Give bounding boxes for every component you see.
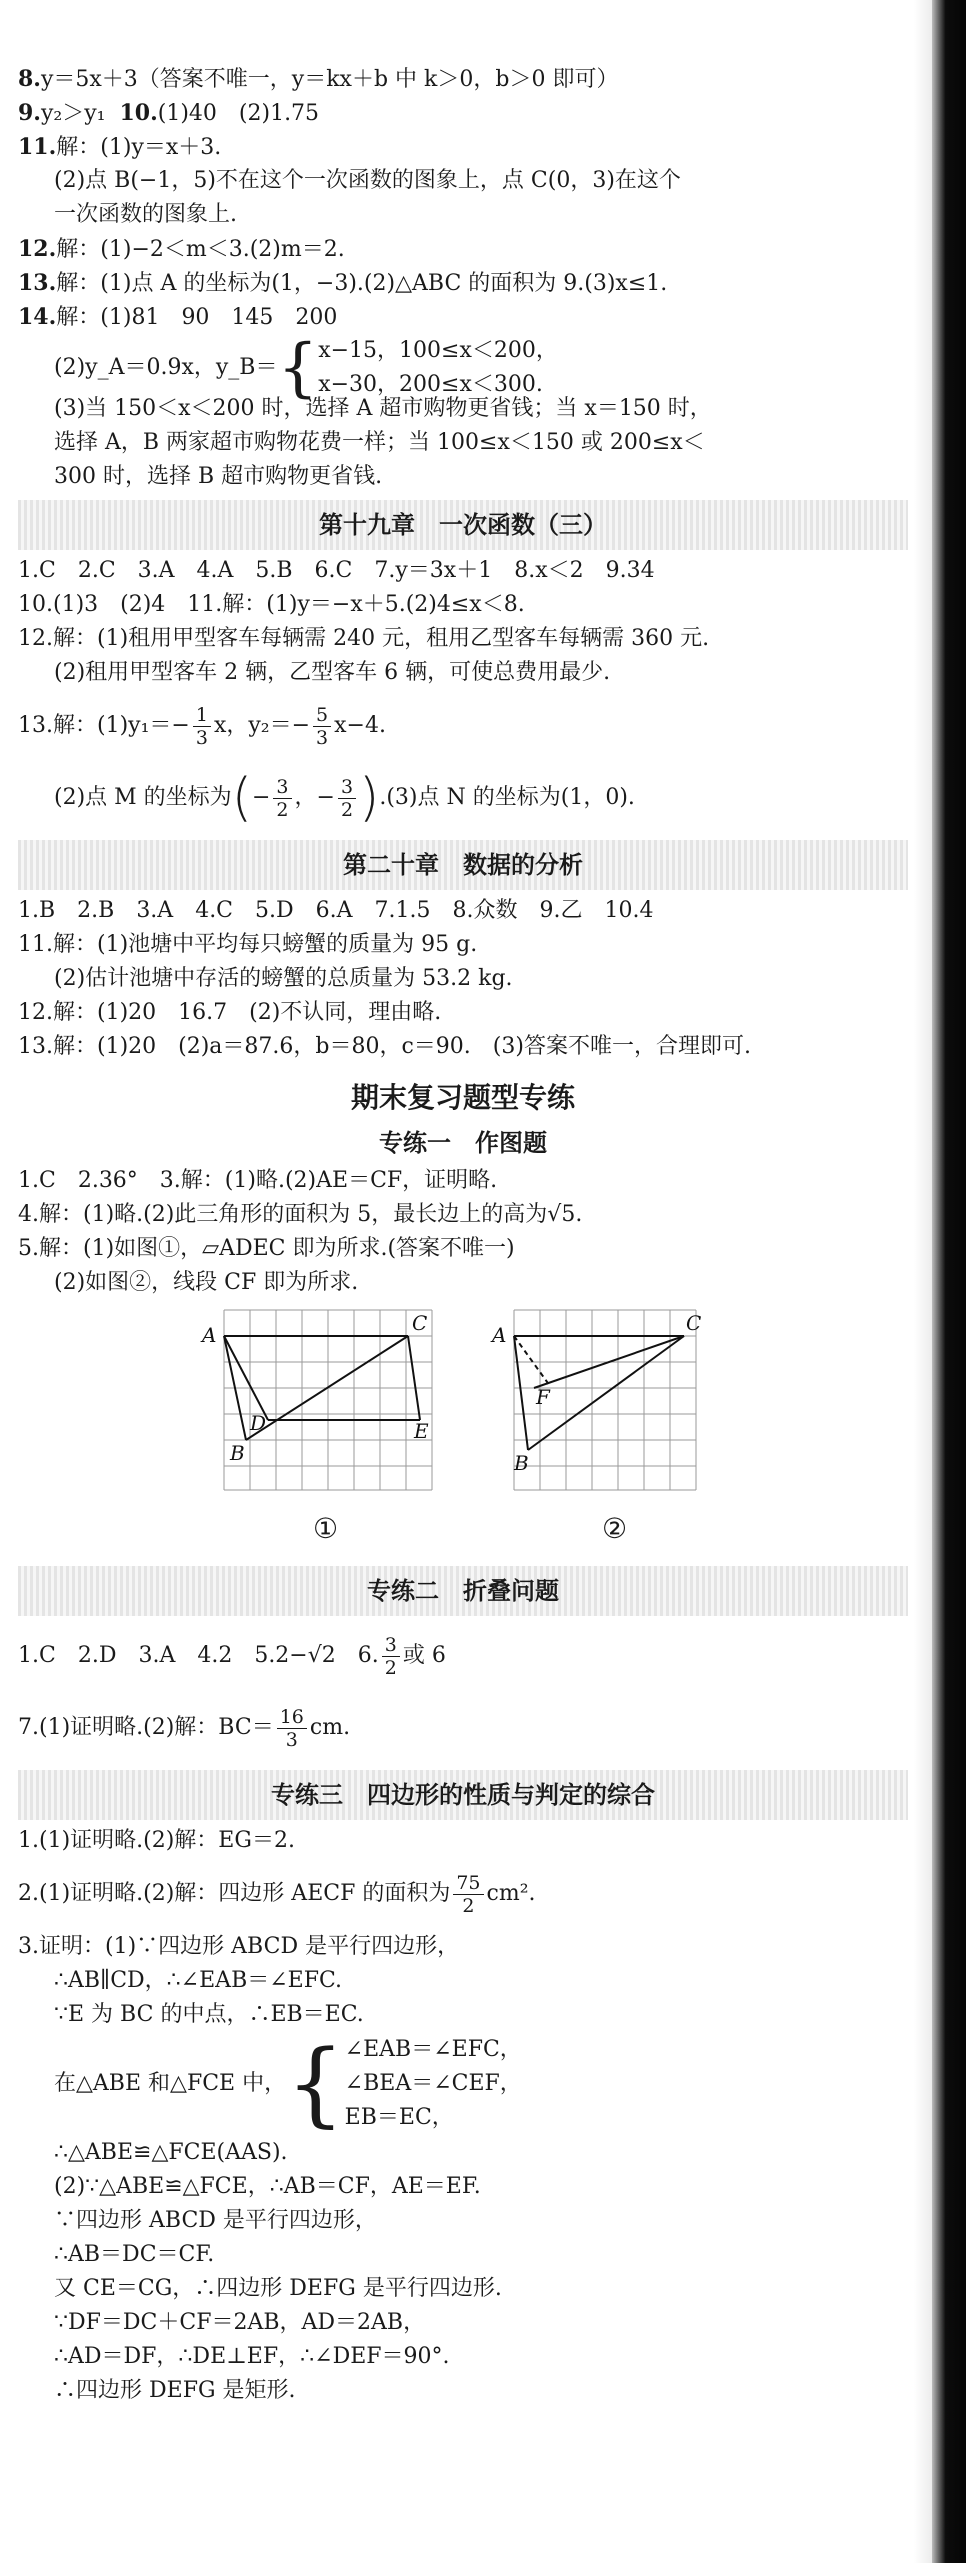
answer-line-11-2a: (2)点 B(−1，5)不在这个一次函数的图象上，点 C(0，3)在这个 — [54, 168, 681, 193]
construction-figures — [18, 1300, 908, 1560]
proof-line-3: ∵E 为 BC 的中点，∴EB＝EC. — [54, 2002, 364, 2027]
answer-line-14-3a: (3)当 150＜x＜200 时，选择 A 超市购物更省钱；当 x＝150 时， — [54, 396, 712, 421]
answer-line-11-2b: 一次函数的图象上. — [54, 202, 237, 227]
ch19-answers-10-11: 10.(1)3 (2)4 11.解：(1)y＝−x＋5.(2)4≤x＜8. — [18, 592, 525, 617]
ch20-answer-13: 13.解：(1)20 (2)a＝87.6，b＝80，c＝90. (3)答案不唯一，合理即可. — [18, 1034, 751, 1059]
answer-line-11: 11.解：(1)y＝x＋3. — [18, 134, 222, 160]
answer-line-8: 8.y＝5x＋3（答案不唯一，y＝kx＋b 中 k＞0，b＞0 即可） — [18, 66, 619, 92]
fraction: $\frac{3}{2}$ — [382, 1634, 400, 1679]
proof-line-11: ∴四边形 DEFG 是矩形. — [54, 2378, 296, 2403]
fraction: $\frac{1}{3}$ — [193, 704, 211, 749]
ch19-answer-13: 13.解：(1)y₁＝− $\frac{1}{3}$ x，y₂＝− $\frac{5}{3}$ x−4. — [18, 703, 386, 749]
answer-line-14-3b: 选择 A，B 两家超市购物花费一样；当 100≤x＜150 或 200≤x＜ — [54, 430, 705, 455]
chapter-20-title: 第二十章 数据的分析 — [18, 840, 908, 890]
ch19-answer-12a: 12.解：(1)租用甲型客车每辆需 240 元，租用乙型客车每辆需 360 元. — [18, 626, 710, 651]
ch20-answers-1-10: 1.B 2.B 3.A 4.C 5.D 6.A 7.1.5 8.众数 9.乙 10.4 — [18, 898, 654, 923]
proof-line-7: ∴AB＝DC＝CF. — [54, 2242, 215, 2267]
figure-2-grid — [488, 1300, 748, 1500]
answer-line-12: 12.解：(1)−2＜m＜3.(2)m＝2. — [18, 236, 345, 262]
chapter-19-title: 第十九章 一次函数（三） — [18, 500, 908, 550]
label-b-2: B — [514, 1451, 529, 1475]
segment-ce — [408, 1336, 420, 1420]
label-f: F — [536, 1385, 550, 1409]
label-a-2: A — [492, 1323, 507, 1347]
review-section-title: 期末复习题型专练 — [350, 1081, 575, 1114]
practice-1-title: 专练一 作图题 — [379, 1129, 547, 1157]
practice-2-title: 专练二 折叠问题 — [18, 1566, 908, 1616]
ch20-answer-11a: 11.解：(1)池塘中平均每只螃蟹的质量为 95 g. — [18, 932, 478, 957]
segment-ad — [224, 1336, 268, 1420]
answer-line-14-2: (2)y_A＝0.9x，y_B＝ { x−15，100≤x＜200， x−30，200≤x＜300. — [54, 331, 558, 405]
ch19-answer-12b: (2)租用甲型客车 2 辆，乙型客车 6 辆，可使总费用最少. — [54, 660, 611, 685]
piecewise-system: { x−15，100≤x＜200， x−30，200≤x＜300. — [277, 331, 558, 405]
label-e: E — [414, 1419, 429, 1443]
proof-line-6: ∵四边形 ABCD 是平行四边形， — [54, 2208, 377, 2233]
proof-line-2: ∴AB∥CD，∴∠EAB＝∠EFC. — [54, 1968, 343, 1993]
answer-line-14-3c: 300 时，选择 B 超市购物更省钱. — [54, 464, 383, 489]
label-c: C — [412, 1311, 428, 1335]
segment-bc-2 — [528, 1336, 684, 1450]
label-a: A — [202, 1323, 217, 1347]
proof-line-8: 又 CE＝CG，∴四边形 DEFG 是平行四边形. — [54, 2276, 502, 2301]
proof-line-10: ∴AD＝DF，∴DE⊥EF，∴∠DEF＝90°. — [54, 2344, 450, 2369]
proof-line-9: ∵DF＝DC＋CF＝2AB，AD＝2AB， — [54, 2310, 426, 2335]
practice-1-line-3: 5.解：(1)如图①，▱ADEC 即为所求.(答案不唯一) — [18, 1236, 515, 1261]
practice-3-line-1: 1.(1)证明略.(2)解：EG＝2. — [18, 1828, 295, 1853]
proof-congruence-system: 在△ABE 和△FCE 中， { ∠EAB＝∠EFC， ∠BEA＝∠CEF， EB＝EC， — [54, 2030, 522, 2137]
practice-1-line-2: 4.解：(1)略.(2)此三角形的面积为 5，最长边上的高为√5. — [18, 1202, 583, 1227]
fraction: $\frac{3}{2}$ — [273, 776, 291, 821]
answer-page — [18, 62, 908, 2408]
figure-2-caption: ② — [602, 1512, 628, 1545]
ch19-answer-13b: (2)点 M 的坐标为 ( − $\frac{3}{2}$ ，− $\frac{3}{2}$ ) .(3)点 N 的坐标为(1，0). — [54, 768, 635, 828]
label-b: B — [230, 1441, 245, 1465]
ch20-answer-11b: (2)估计池塘中存活的螃蟹的总质量为 53.2 kg. — [54, 966, 513, 991]
page-curl-shadow — [914, 0, 932, 2563]
fraction: $\frac{16}{3}$ — [277, 1706, 307, 1751]
label-c-2: C — [686, 1311, 702, 1335]
label-d: D — [250, 1411, 267, 1435]
ch20-answer-12: 12.解：(1)20 16.7 (2)不认同，理由略. — [18, 1000, 442, 1025]
figure-1-grid — [198, 1300, 458, 1500]
answer-line-14: 14.解：(1)81 90 145 200 — [18, 304, 338, 330]
practice-2-line-1: 1.C 2.D 3.A 4.2 5.2−√2 6. $\frac{3}{2}$ 或 6 — [18, 1633, 446, 1679]
fraction: $\frac{5}{3}$ — [313, 704, 331, 749]
figure-1-caption: ① — [313, 1512, 339, 1545]
book-binding-edge — [932, 0, 966, 2563]
practice-3-title: 专练三 四边形的性质与判定的综合 — [18, 1770, 908, 1820]
practice-2-line-2: 7.(1)证明略.(2)解：BC＝ $\frac{16}{3}$ cm. — [18, 1705, 351, 1751]
practice-1-line-4: (2)如图②，线段 CF 即为所求. — [54, 1270, 359, 1295]
answer-line-13: 13.解：(1)点 A 的坐标为(1，−3).(2)△ABC 的面积为 9.(3)x≤1. — [18, 270, 668, 296]
answer-line-9-10: 9.y₂＞y₁ 10.(1)40 (2)1.75 — [18, 100, 320, 126]
practice-3-line-2: 2.(1)证明略.(2)解：四边形 AECF 的面积为 $\frac{75}{2}$ cm². — [18, 1871, 536, 1917]
fraction: $\frac{3}{2}$ — [338, 776, 356, 821]
proof-line-4: ∴△ABE≌△FCE(AAS). — [54, 2140, 288, 2165]
proof-line-1: 3.证明：(1)∵四边形 ABCD 是平行四边形， — [18, 1934, 460, 1959]
practice-1-line-1: 1.C 2.36° 3.解：(1)略.(2)AE＝CF，证明略. — [18, 1168, 498, 1193]
ch19-answers-1-9: 1.C 2.C 3.A 4.A 5.B 6.C 7.y＝3x＋1 8.x＜2 9.34 — [18, 558, 655, 583]
proof-line-5: (2)∵△ABE≌△FCE，∴AB＝CF，AE＝EF. — [54, 2174, 481, 2199]
fraction: $\frac{75}{2}$ — [453, 1872, 483, 1917]
